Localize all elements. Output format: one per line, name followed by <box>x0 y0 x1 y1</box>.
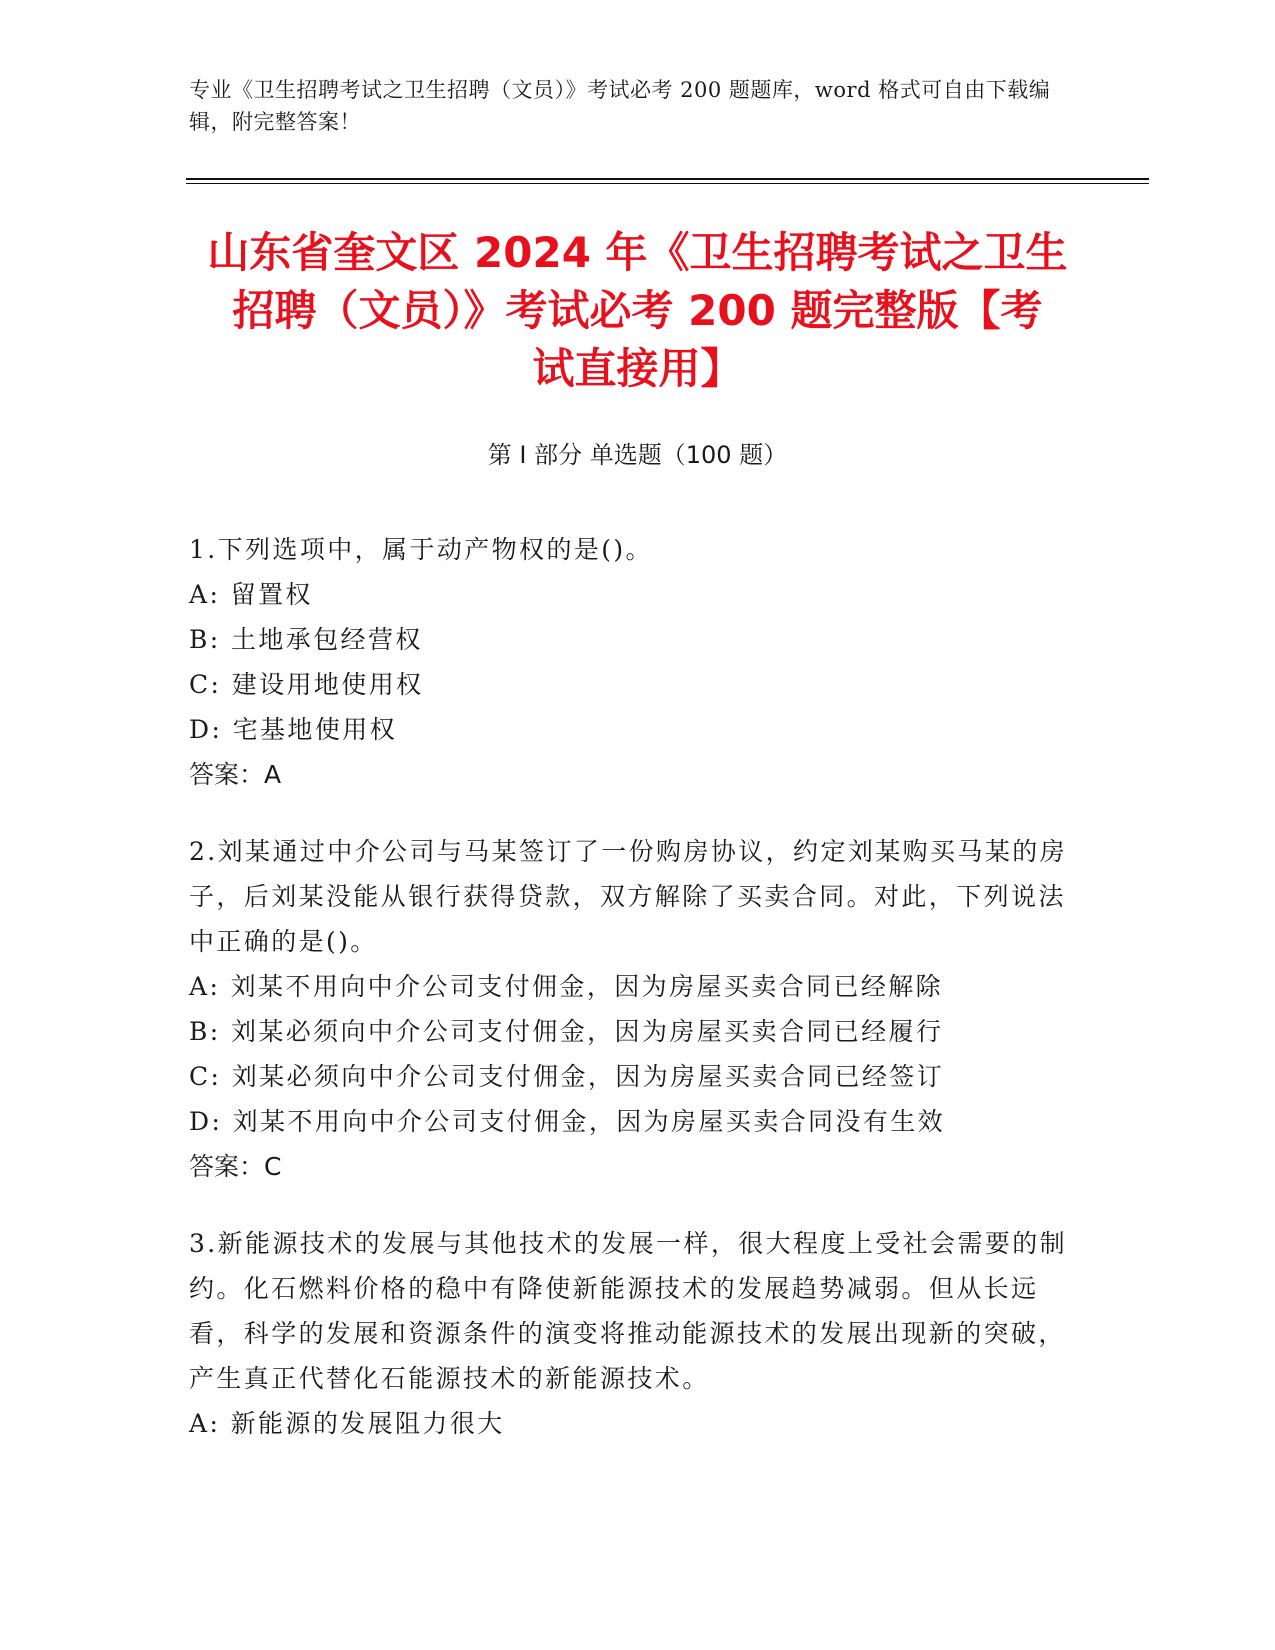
option-a: A: 留置权 <box>189 580 313 609</box>
title-line-3: 试直接用】 <box>532 344 743 393</box>
header-note: 专业《卫生招聘考试之卫生招聘（文员）》考试必考 200 题题库，word 格式可自由下载编辑，附完整答案！ <box>189 78 1051 134</box>
document-title <box>150 224 1125 398</box>
section-heading: 第 I 部分 单选题（100 题） <box>487 441 788 469</box>
option-b: B: 土地承包经营权 <box>189 625 423 654</box>
option-a: A: 新能源的发展阻力很大 <box>189 1409 505 1438</box>
question-2 <box>189 829 1069 1189</box>
option-a: A: 刘某不用向中介公司支付佣金，因为房屋买卖合同已经解除 <box>189 972 944 1001</box>
question-text: 2.刘某通过中介公司与马某签订了一份购房协议，约定刘某购买马某的房子，后刘某没能从银行获得贷款，双方解除了买卖合同。对此，下列说法中正确的是()。 <box>189 837 1068 956</box>
option-c: C: 建设用地使用权 <box>189 670 424 699</box>
header-divider-thick <box>186 178 1149 180</box>
question-text: 1.下列选项中，属于动产物权的是()。 <box>189 535 653 564</box>
option-c: C: 刘某必须向中介公司支付佣金，因为房屋买卖合同已经签订 <box>189 1062 945 1091</box>
question-3 <box>189 1221 1069 1446</box>
question-text: 3.新能源技术的发展与其他技术的发展一样，很大程度上受社会需要的制约。化石燃料价格的稳中有降使新能源技术的发展趋势减弱。但从长远看，科学的发展和资源条件的演变将推动能源技术的发展出现新的突破，产生真正代替化石能源技术的新能源技术。 <box>189 1229 1068 1393</box>
option-d: D: 宅基地使用权 <box>189 715 398 744</box>
option-d: D: 刘某不用向中介公司支付佣金，因为房屋买卖合同没有生效 <box>189 1107 946 1136</box>
title-line-1: 山东省奎文区 2024 年《卫生招聘考试之卫生 <box>207 228 1068 277</box>
header-divider-thin <box>186 183 1149 184</box>
option-b: B: 刘某必须向中介公司支付佣金，因为房屋买卖合同已经履行 <box>189 1017 944 1046</box>
title-line-2: 招聘（文员）》考试必考 200 题完整版【考 <box>232 286 1043 335</box>
answer: 答案：A <box>189 760 282 789</box>
question-list <box>189 527 1069 1478</box>
answer: 答案：C <box>189 1152 282 1181</box>
question-1 <box>189 527 1069 797</box>
